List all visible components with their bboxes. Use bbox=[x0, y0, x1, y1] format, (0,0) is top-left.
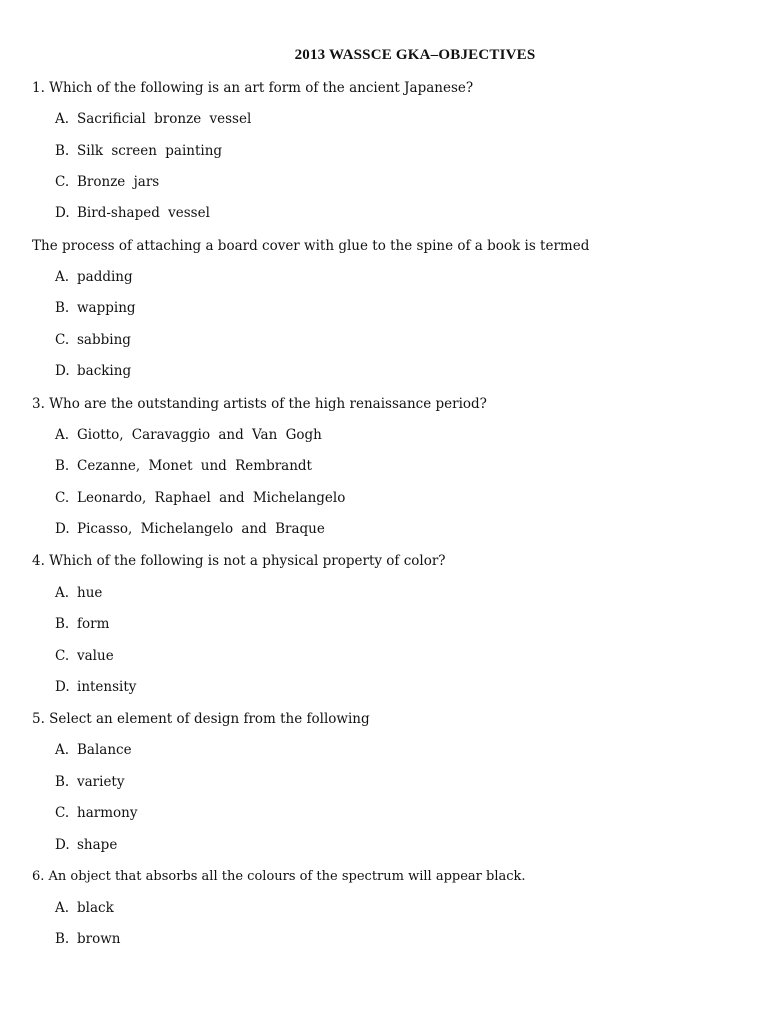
option-letter: A. bbox=[55, 111, 70, 127]
option-letter: D. bbox=[55, 205, 70, 221]
option-text: value bbox=[77, 648, 114, 664]
option-letter: B. bbox=[55, 458, 70, 474]
option-text: sabbing bbox=[77, 332, 131, 348]
option-text: variety bbox=[77, 774, 125, 790]
option-letter: C. bbox=[55, 648, 70, 664]
question-3-option-a bbox=[55, 427, 322, 443]
option-text: Cezanne, Monet und Rembrandt bbox=[77, 458, 312, 474]
option-letter: A. bbox=[55, 427, 70, 443]
question-4-text: 4. Which of the following is not a physical property of color? bbox=[32, 553, 446, 569]
option-letter: D. bbox=[55, 679, 70, 695]
option-letter: B. bbox=[55, 300, 70, 316]
question-1-option-b bbox=[55, 143, 222, 159]
question-1-text: 1. Which of the following is an art form of the ancient Japanese? bbox=[32, 80, 474, 96]
option-letter: C. bbox=[55, 490, 70, 506]
question-2-option-a bbox=[55, 269, 133, 285]
option-text: Sacrificial bronze vessel bbox=[77, 111, 252, 127]
question-1-option-d bbox=[55, 205, 210, 221]
question-6-text: 6. An object that absorbs all the colours of the spectrum will appear black. bbox=[32, 869, 526, 884]
question-5-option-c bbox=[55, 805, 137, 821]
question-4-option-a bbox=[55, 585, 102, 601]
option-letter: C. bbox=[55, 805, 70, 821]
question-3-text: 3. Who are the outstanding artists of the high renaissance period? bbox=[32, 396, 487, 412]
option-letter: C. bbox=[55, 332, 70, 348]
option-text: Bird-shaped vessel bbox=[77, 205, 210, 221]
option-text: Leonardo, Raphael and Michelangelo bbox=[77, 490, 346, 506]
option-letter: B. bbox=[55, 774, 70, 790]
option-text: form bbox=[77, 616, 110, 632]
option-letter: B. bbox=[55, 143, 70, 159]
question-5-option-b bbox=[55, 774, 125, 790]
question-4-option-c bbox=[55, 648, 114, 664]
option-letter: A. bbox=[55, 585, 70, 601]
option-letter: A. bbox=[55, 269, 70, 285]
option-letter: C. bbox=[55, 174, 70, 190]
option-text: Picasso, Michelangelo and Braque bbox=[77, 521, 325, 537]
question-2-text: The process of attaching a board cover with glue to the spine of a book is termed bbox=[32, 238, 590, 254]
option-text: black bbox=[77, 900, 114, 916]
option-letter: D. bbox=[55, 521, 70, 537]
question-5-option-a bbox=[55, 742, 132, 758]
option-text: intensity bbox=[77, 679, 137, 695]
question-3-option-c bbox=[55, 490, 345, 506]
question-5-text: 5. Select an element of design from the following bbox=[32, 711, 370, 727]
option-letter: D. bbox=[55, 837, 70, 853]
option-text: Giotto, Caravaggio and Van Gogh bbox=[77, 427, 322, 443]
option-text: Silk screen painting bbox=[77, 143, 223, 159]
question-6-option-a bbox=[55, 900, 114, 916]
document-title: 2013 WASSCE GKA–OBJECTIVES bbox=[294, 47, 536, 63]
option-letter: A. bbox=[55, 742, 70, 758]
option-text: shape bbox=[77, 837, 118, 853]
question-4-option-b bbox=[55, 616, 109, 632]
question-3-option-b bbox=[55, 458, 312, 474]
question-4-option-d bbox=[55, 679, 136, 695]
option-letter: D. bbox=[55, 363, 70, 379]
question-1-option-a bbox=[55, 111, 251, 127]
question-3-option-d bbox=[55, 521, 325, 537]
question-5-option-d bbox=[55, 837, 117, 853]
option-letter: B. bbox=[55, 616, 70, 632]
option-text: hue bbox=[77, 585, 103, 601]
option-text: padding bbox=[77, 269, 133, 285]
option-text: backing bbox=[77, 363, 132, 379]
question-2-option-c bbox=[55, 332, 131, 348]
option-letter: B. bbox=[55, 931, 70, 947]
question-2-option-b bbox=[55, 300, 136, 316]
question-1-option-c bbox=[55, 174, 159, 190]
question-2-option-d bbox=[55, 363, 131, 379]
option-letter: A. bbox=[55, 900, 70, 916]
option-text: harmony bbox=[77, 805, 138, 821]
option-text: brown bbox=[77, 931, 121, 947]
option-text: Balance bbox=[77, 742, 132, 758]
option-text: wapping bbox=[77, 300, 136, 316]
question-6-option-b bbox=[55, 931, 120, 947]
option-text: Bronze jars bbox=[77, 174, 160, 190]
